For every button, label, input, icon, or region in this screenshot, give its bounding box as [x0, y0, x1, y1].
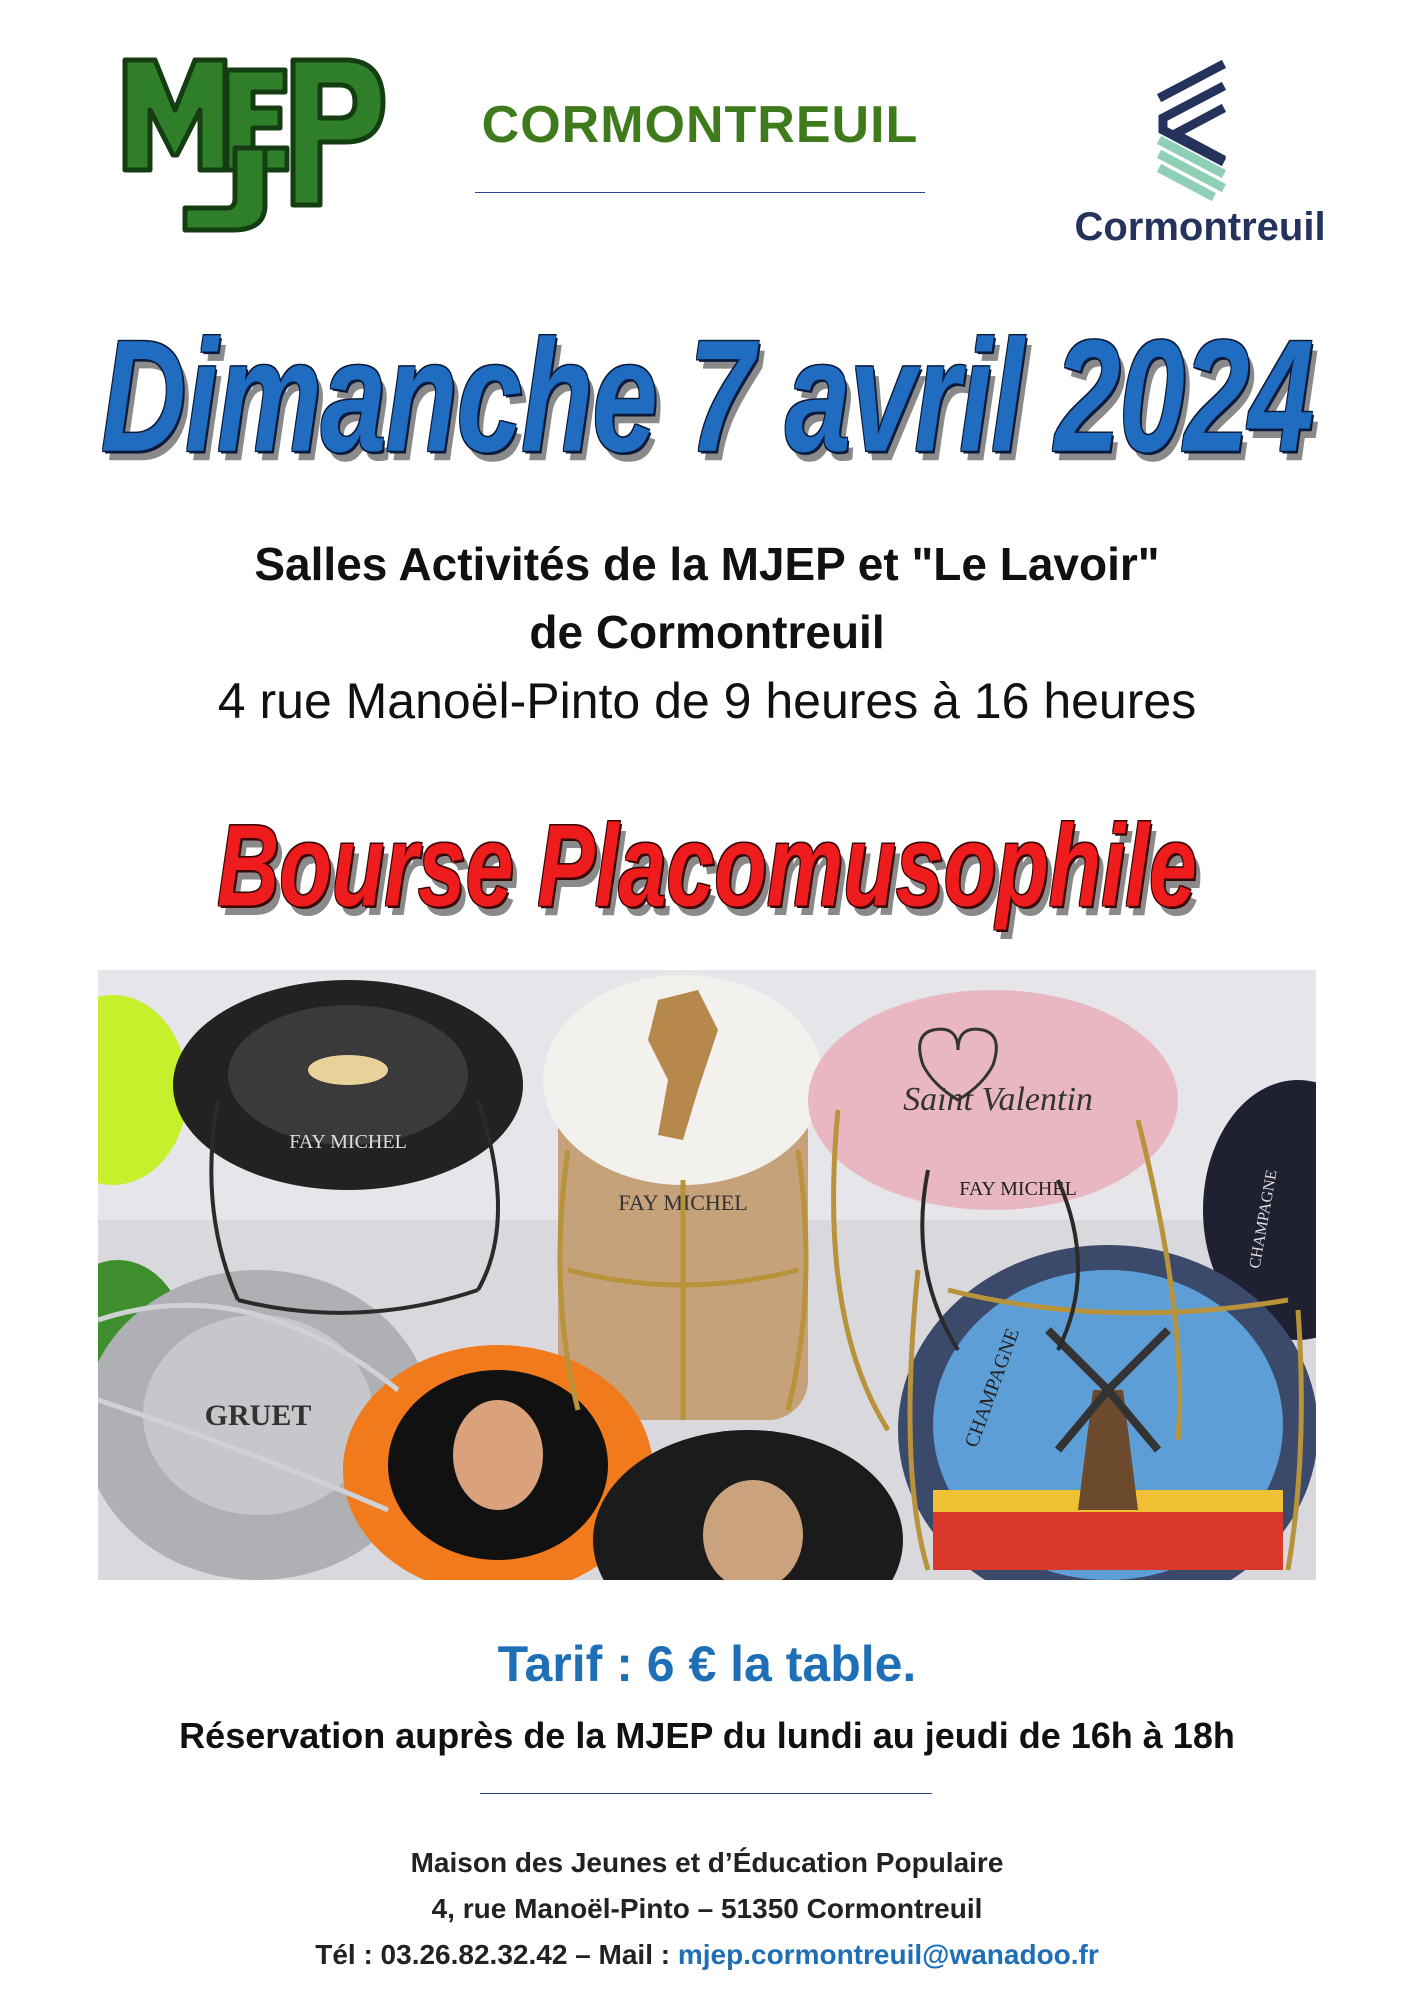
cap-text: CHAMPAGNE	[1246, 1168, 1281, 1270]
table-price: Tarif : 6 € la table.	[497, 1636, 917, 1692]
header-town-name: CORMONTREUIL	[481, 96, 919, 154]
cap-text: FAY MICHEL	[959, 1178, 1077, 1200]
cap-text: FAY MICHEL	[618, 1190, 748, 1215]
event-date: Dimanche 7 avril 2024	[100, 307, 1314, 486]
event-name: Bourse Placomusophile	[217, 801, 1197, 931]
venue-line-1: Salles Activités de la MJEP et "Le Lavoir"	[254, 538, 1160, 590]
booking-info: Réservation auprès de la MJEP du lundi au jeudi de 16h à 18h	[179, 1715, 1235, 1756]
champagne-caps-photo	[98, 970, 1316, 1580]
venue-address-hours: 4 rue Manoël-Pinto de 9 heures à 16 heures	[217, 673, 1197, 729]
header-separator	[475, 192, 925, 193]
footer-separator	[480, 1793, 932, 1794]
cap-text: FAY MICHEL	[289, 1131, 407, 1153]
venue-line-2: de Cormontreuil	[529, 606, 885, 658]
mjep-logo	[115, 30, 395, 235]
footer-org-name: Maison des Jeunes et d’Éducation Populaire	[410, 1847, 1004, 1878]
cap-text: Saint Valentin	[903, 1081, 1093, 1118]
footer-contact	[0, 1939, 1414, 1971]
footer-phone: Tél : 03.26.82.32.42 – Mail :	[315, 1939, 678, 1970]
footer-email-link[interactable]: mjep.cormontreuil@wanadoo.fr	[677, 1939, 1099, 1970]
cap-saint-valentin-pink	[808, 990, 1178, 1210]
cap-text: CHAMPAGNE	[960, 1325, 1025, 1451]
town-logo-wordmark: Cormontreuil	[1074, 205, 1326, 249]
cap-text: GRUET	[204, 1399, 312, 1432]
footer-address: 4, rue Manoël-Pinto – 51350 Cormontreuil	[431, 1893, 983, 1924]
cap-fay-michel-black	[173, 980, 523, 1190]
